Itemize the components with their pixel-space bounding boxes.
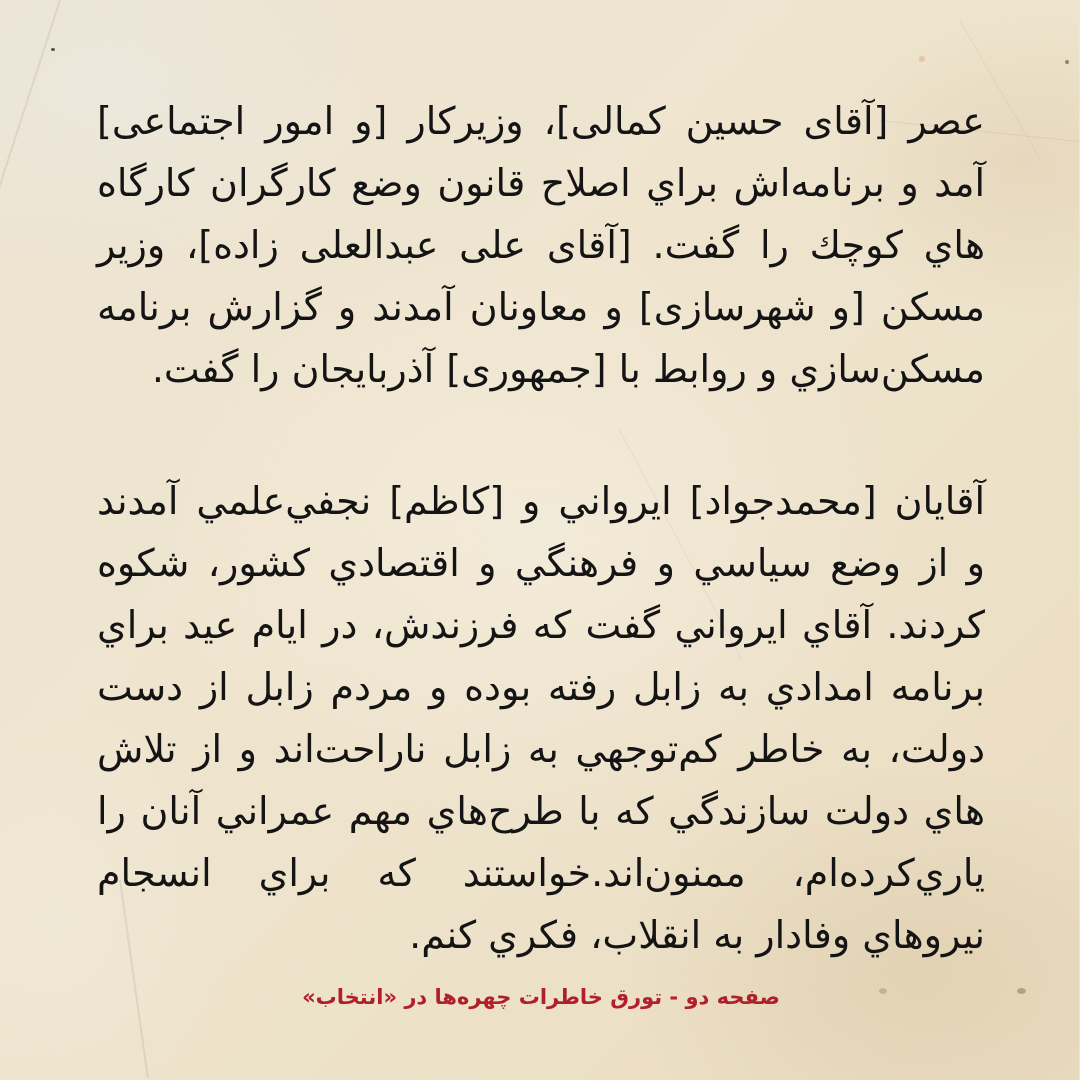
paper-fleck (1066, 60, 1070, 64)
text-line: آقايان [محمدجواد] ايرواني و [کاظم] نجفي‌علمي آمدند (98, 479, 986, 523)
paper-crease (0, 0, 62, 400)
text-line: آمد و برنامه‌اش براي اصلاح قانون وضع کارگران کارگاه (98, 161, 986, 205)
text-line: عصر [آقای حسین کمالی]، وزیرکار [و امور اجتماعی] (98, 99, 986, 143)
document-page (98, 0, 986, 1080)
paragraph-1 (98, 90, 986, 400)
text-line: دولت، به خاطر كم‌توجهي به زابل ناراحت‌اند و از تلاش (98, 727, 986, 771)
text-line: هاي كوچك را گفت. [آقای علی عبدالعلی زاده]، وزیر (98, 223, 986, 267)
text-line: كردند. آقاي ايرواني گفت كه فرزندش، در ايام عيد براي (98, 603, 986, 647)
paragraph-2 (98, 470, 986, 966)
text-line: و از وضع سياسي و فرهنگي و اقتصادي كشور، شكوه (98, 541, 986, 585)
paper-fleck (52, 48, 56, 51)
text-line: ياري‌كرده‌ام، ممنون‌اند.خواستند كه براي انسجام (98, 851, 986, 895)
text-line: مسکن‌سازي و روابط با [جمهوری] آذربایجان را گفت. (152, 347, 986, 391)
text-line: مسکن [و شهرسازی] و معاونان آمدند و گزارش برنامه (98, 285, 986, 329)
text-line: برنامه امدادي به زابل رفته بوده و مردم زابل از دست (98, 665, 986, 709)
paper-fleck (1018, 988, 1027, 994)
text-line: هاي دولت سازندگي كه با طرح‌هاي مهم عمراني آنان را (98, 789, 986, 833)
text-line: نيروهاي وفادار به انقلاب، فكري كنم. (410, 913, 986, 957)
source-caption: صفحه دو - تورق خاطرات چهره‌ها در «انتخاب» (303, 985, 781, 1009)
